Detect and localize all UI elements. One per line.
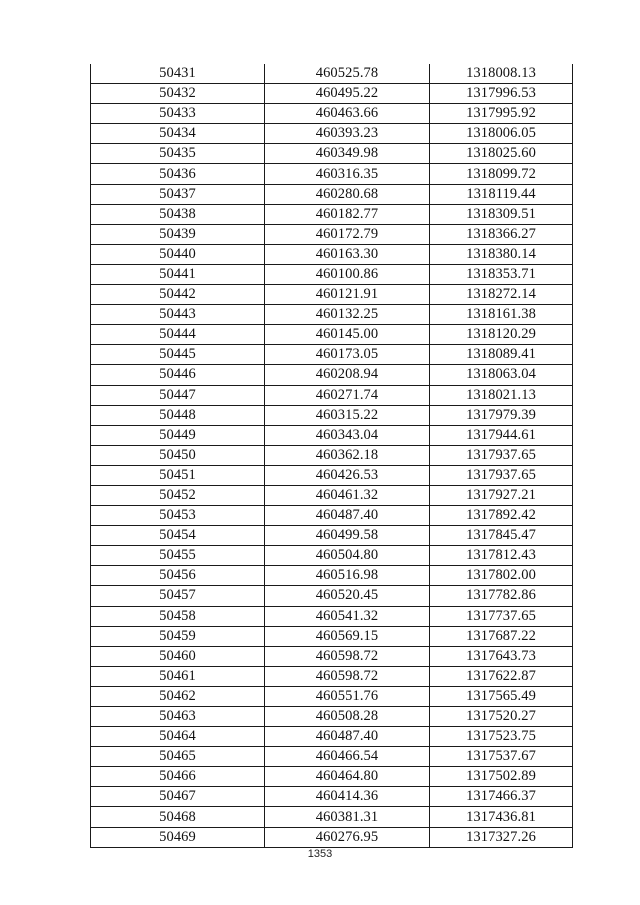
y-coordinate-cell: 1317927.21 — [430, 485, 573, 505]
table-row — [91, 606, 573, 626]
y-coordinate-cell: 1317643.73 — [430, 646, 573, 666]
x-coordinate-cell: 460100.86 — [265, 264, 430, 284]
x-coordinate-cell: 460173.05 — [265, 345, 430, 365]
x-coordinate-cell: 460271.74 — [265, 385, 430, 405]
x-coordinate-cell: 460316.35 — [265, 164, 430, 184]
y-coordinate-cell: 1317520.27 — [430, 707, 573, 727]
point-id-cell: 50453 — [91, 506, 265, 526]
y-coordinate-cell: 1317565.49 — [430, 686, 573, 706]
point-id-cell: 50456 — [91, 566, 265, 586]
point-id-cell: 50462 — [91, 686, 265, 706]
y-coordinate-cell: 1318309.51 — [430, 204, 573, 224]
point-id-cell: 50446 — [91, 365, 265, 385]
y-coordinate-cell: 1318161.38 — [430, 305, 573, 325]
table-row — [91, 405, 573, 425]
table-row — [91, 264, 573, 284]
point-id-cell: 50461 — [91, 666, 265, 686]
point-id-cell: 50467 — [91, 787, 265, 807]
point-id-cell: 50443 — [91, 305, 265, 325]
y-coordinate-cell: 1318008.13 — [430, 64, 573, 84]
table-row — [91, 224, 573, 244]
y-coordinate-cell: 1317812.43 — [430, 546, 573, 566]
y-coordinate-cell: 1317995.92 — [430, 104, 573, 124]
table-row — [91, 546, 573, 566]
point-id-cell: 50455 — [91, 546, 265, 566]
y-coordinate-cell: 1317523.75 — [430, 727, 573, 747]
x-coordinate-cell: 460362.18 — [265, 445, 430, 465]
point-id-cell: 50457 — [91, 586, 265, 606]
table-row — [91, 686, 573, 706]
x-coordinate-cell: 460182.77 — [265, 204, 430, 224]
table-row — [91, 164, 573, 184]
y-coordinate-cell: 1318380.14 — [430, 244, 573, 264]
point-id-cell: 50441 — [91, 264, 265, 284]
y-coordinate-cell: 1318120.29 — [430, 325, 573, 345]
point-id-cell: 50452 — [91, 485, 265, 505]
y-coordinate-cell: 1318063.04 — [430, 365, 573, 385]
y-coordinate-cell: 1318089.41 — [430, 345, 573, 365]
x-coordinate-cell: 460280.68 — [265, 184, 430, 204]
table-row — [91, 787, 573, 807]
table-row — [91, 566, 573, 586]
table-row — [91, 204, 573, 224]
point-id-cell: 50464 — [91, 727, 265, 747]
point-id-cell: 50440 — [91, 244, 265, 264]
x-coordinate-cell: 460598.72 — [265, 666, 430, 686]
x-coordinate-cell: 460598.72 — [265, 646, 430, 666]
point-id-cell: 50444 — [91, 325, 265, 345]
page-number: 1353 — [307, 848, 333, 860]
point-id-cell: 50460 — [91, 646, 265, 666]
x-coordinate-cell: 460499.58 — [265, 526, 430, 546]
x-coordinate-cell: 460381.31 — [265, 807, 430, 827]
point-id-cell: 50463 — [91, 707, 265, 727]
point-id-cell: 50450 — [91, 445, 265, 465]
x-coordinate-cell: 460569.15 — [265, 626, 430, 646]
y-coordinate-cell: 1317687.22 — [430, 626, 573, 646]
x-coordinate-cell: 460461.32 — [265, 485, 430, 505]
y-coordinate-cell: 1318099.72 — [430, 164, 573, 184]
x-coordinate-cell: 460516.98 — [265, 566, 430, 586]
y-coordinate-cell: 1317466.37 — [430, 787, 573, 807]
y-coordinate-cell: 1317622.87 — [430, 666, 573, 686]
y-coordinate-cell: 1318021.13 — [430, 385, 573, 405]
x-coordinate-cell: 460414.36 — [265, 787, 430, 807]
table-row — [91, 305, 573, 325]
table-row — [91, 485, 573, 505]
y-coordinate-cell: 1317937.65 — [430, 445, 573, 465]
y-coordinate-cell: 1317937.65 — [430, 465, 573, 485]
point-id-cell: 50448 — [91, 405, 265, 425]
table-row — [91, 184, 573, 204]
y-coordinate-cell: 1317996.53 — [430, 84, 573, 104]
point-id-cell: 50445 — [91, 345, 265, 365]
coordinates-table-body — [91, 64, 573, 847]
point-id-cell: 50466 — [91, 767, 265, 787]
point-id-cell: 50469 — [91, 827, 265, 847]
x-coordinate-cell: 460464.80 — [265, 767, 430, 787]
y-coordinate-cell: 1318272.14 — [430, 285, 573, 305]
point-id-cell: 50458 — [91, 606, 265, 626]
x-coordinate-cell: 460145.00 — [265, 325, 430, 345]
y-coordinate-cell: 1317944.61 — [430, 425, 573, 445]
y-coordinate-cell: 1317436.81 — [430, 807, 573, 827]
table-row — [91, 345, 573, 365]
y-coordinate-cell: 1317979.39 — [430, 405, 573, 425]
x-coordinate-cell: 460508.28 — [265, 707, 430, 727]
point-id-cell: 50436 — [91, 164, 265, 184]
table-row — [91, 807, 573, 827]
y-coordinate-cell: 1318366.27 — [430, 224, 573, 244]
table-row — [91, 727, 573, 747]
x-coordinate-cell: 460163.30 — [265, 244, 430, 264]
x-coordinate-cell: 460466.54 — [265, 747, 430, 767]
x-coordinate-cell: 460487.40 — [265, 506, 430, 526]
point-id-cell: 50439 — [91, 224, 265, 244]
x-coordinate-cell: 460541.32 — [265, 606, 430, 626]
point-id-cell: 50432 — [91, 84, 265, 104]
x-coordinate-cell: 460132.25 — [265, 305, 430, 325]
y-coordinate-cell: 1317782.86 — [430, 586, 573, 606]
y-coordinate-cell: 1317802.00 — [430, 566, 573, 586]
point-id-cell: 50442 — [91, 285, 265, 305]
x-coordinate-cell: 460520.45 — [265, 586, 430, 606]
table-row — [91, 707, 573, 727]
y-coordinate-cell: 1318006.05 — [430, 124, 573, 144]
x-coordinate-cell: 460121.91 — [265, 285, 430, 305]
x-coordinate-cell: 460393.23 — [265, 124, 430, 144]
point-id-cell: 50454 — [91, 526, 265, 546]
coordinates-table — [90, 64, 573, 848]
table-row — [91, 144, 573, 164]
point-id-cell: 50451 — [91, 465, 265, 485]
point-id-cell: 50449 — [91, 425, 265, 445]
y-coordinate-cell: 1317327.26 — [430, 827, 573, 847]
x-coordinate-cell: 460343.04 — [265, 425, 430, 445]
y-coordinate-cell: 1317845.47 — [430, 526, 573, 546]
x-coordinate-cell: 460208.94 — [265, 365, 430, 385]
x-coordinate-cell: 460315.22 — [265, 405, 430, 425]
x-coordinate-cell: 460426.53 — [265, 465, 430, 485]
x-coordinate-cell: 460495.22 — [265, 84, 430, 104]
point-id-cell: 50433 — [91, 104, 265, 124]
point-id-cell: 50434 — [91, 124, 265, 144]
y-coordinate-cell: 1318353.71 — [430, 264, 573, 284]
x-coordinate-cell: 460551.76 — [265, 686, 430, 706]
table-row — [91, 646, 573, 666]
table-row — [91, 124, 573, 144]
x-coordinate-cell: 460525.78 — [265, 64, 430, 84]
point-id-cell: 50465 — [91, 747, 265, 767]
table-row — [91, 666, 573, 686]
x-coordinate-cell: 460349.98 — [265, 144, 430, 164]
x-coordinate-cell: 460463.66 — [265, 104, 430, 124]
table-row — [91, 506, 573, 526]
y-coordinate-cell: 1318025.60 — [430, 144, 573, 164]
x-coordinate-cell: 460276.95 — [265, 827, 430, 847]
table-row — [91, 64, 573, 84]
table-row — [91, 285, 573, 305]
table-row — [91, 626, 573, 646]
x-coordinate-cell: 460504.80 — [265, 546, 430, 566]
table-row — [91, 325, 573, 345]
table-row — [91, 526, 573, 546]
table-row — [91, 827, 573, 847]
table-row — [91, 244, 573, 264]
table-row — [91, 104, 573, 124]
x-coordinate-cell: 460487.40 — [265, 727, 430, 747]
point-id-cell: 50438 — [91, 204, 265, 224]
point-id-cell: 50468 — [91, 807, 265, 827]
table-row — [91, 586, 573, 606]
x-coordinate-cell: 460172.79 — [265, 224, 430, 244]
table-row — [91, 84, 573, 104]
point-id-cell: 50447 — [91, 385, 265, 405]
table-row — [91, 425, 573, 445]
table-row — [91, 465, 573, 485]
point-id-cell: 50435 — [91, 144, 265, 164]
y-coordinate-cell: 1317892.42 — [430, 506, 573, 526]
table-row — [91, 767, 573, 787]
table-row — [91, 365, 573, 385]
table-row — [91, 385, 573, 405]
y-coordinate-cell: 1317502.89 — [430, 767, 573, 787]
point-id-cell: 50459 — [91, 626, 265, 646]
y-coordinate-cell: 1317537.67 — [430, 747, 573, 767]
point-id-cell: 50431 — [91, 64, 265, 84]
point-id-cell: 50437 — [91, 184, 265, 204]
table-row — [91, 445, 573, 465]
table-row — [91, 747, 573, 767]
y-coordinate-cell: 1317737.65 — [430, 606, 573, 626]
y-coordinate-cell: 1318119.44 — [430, 184, 573, 204]
